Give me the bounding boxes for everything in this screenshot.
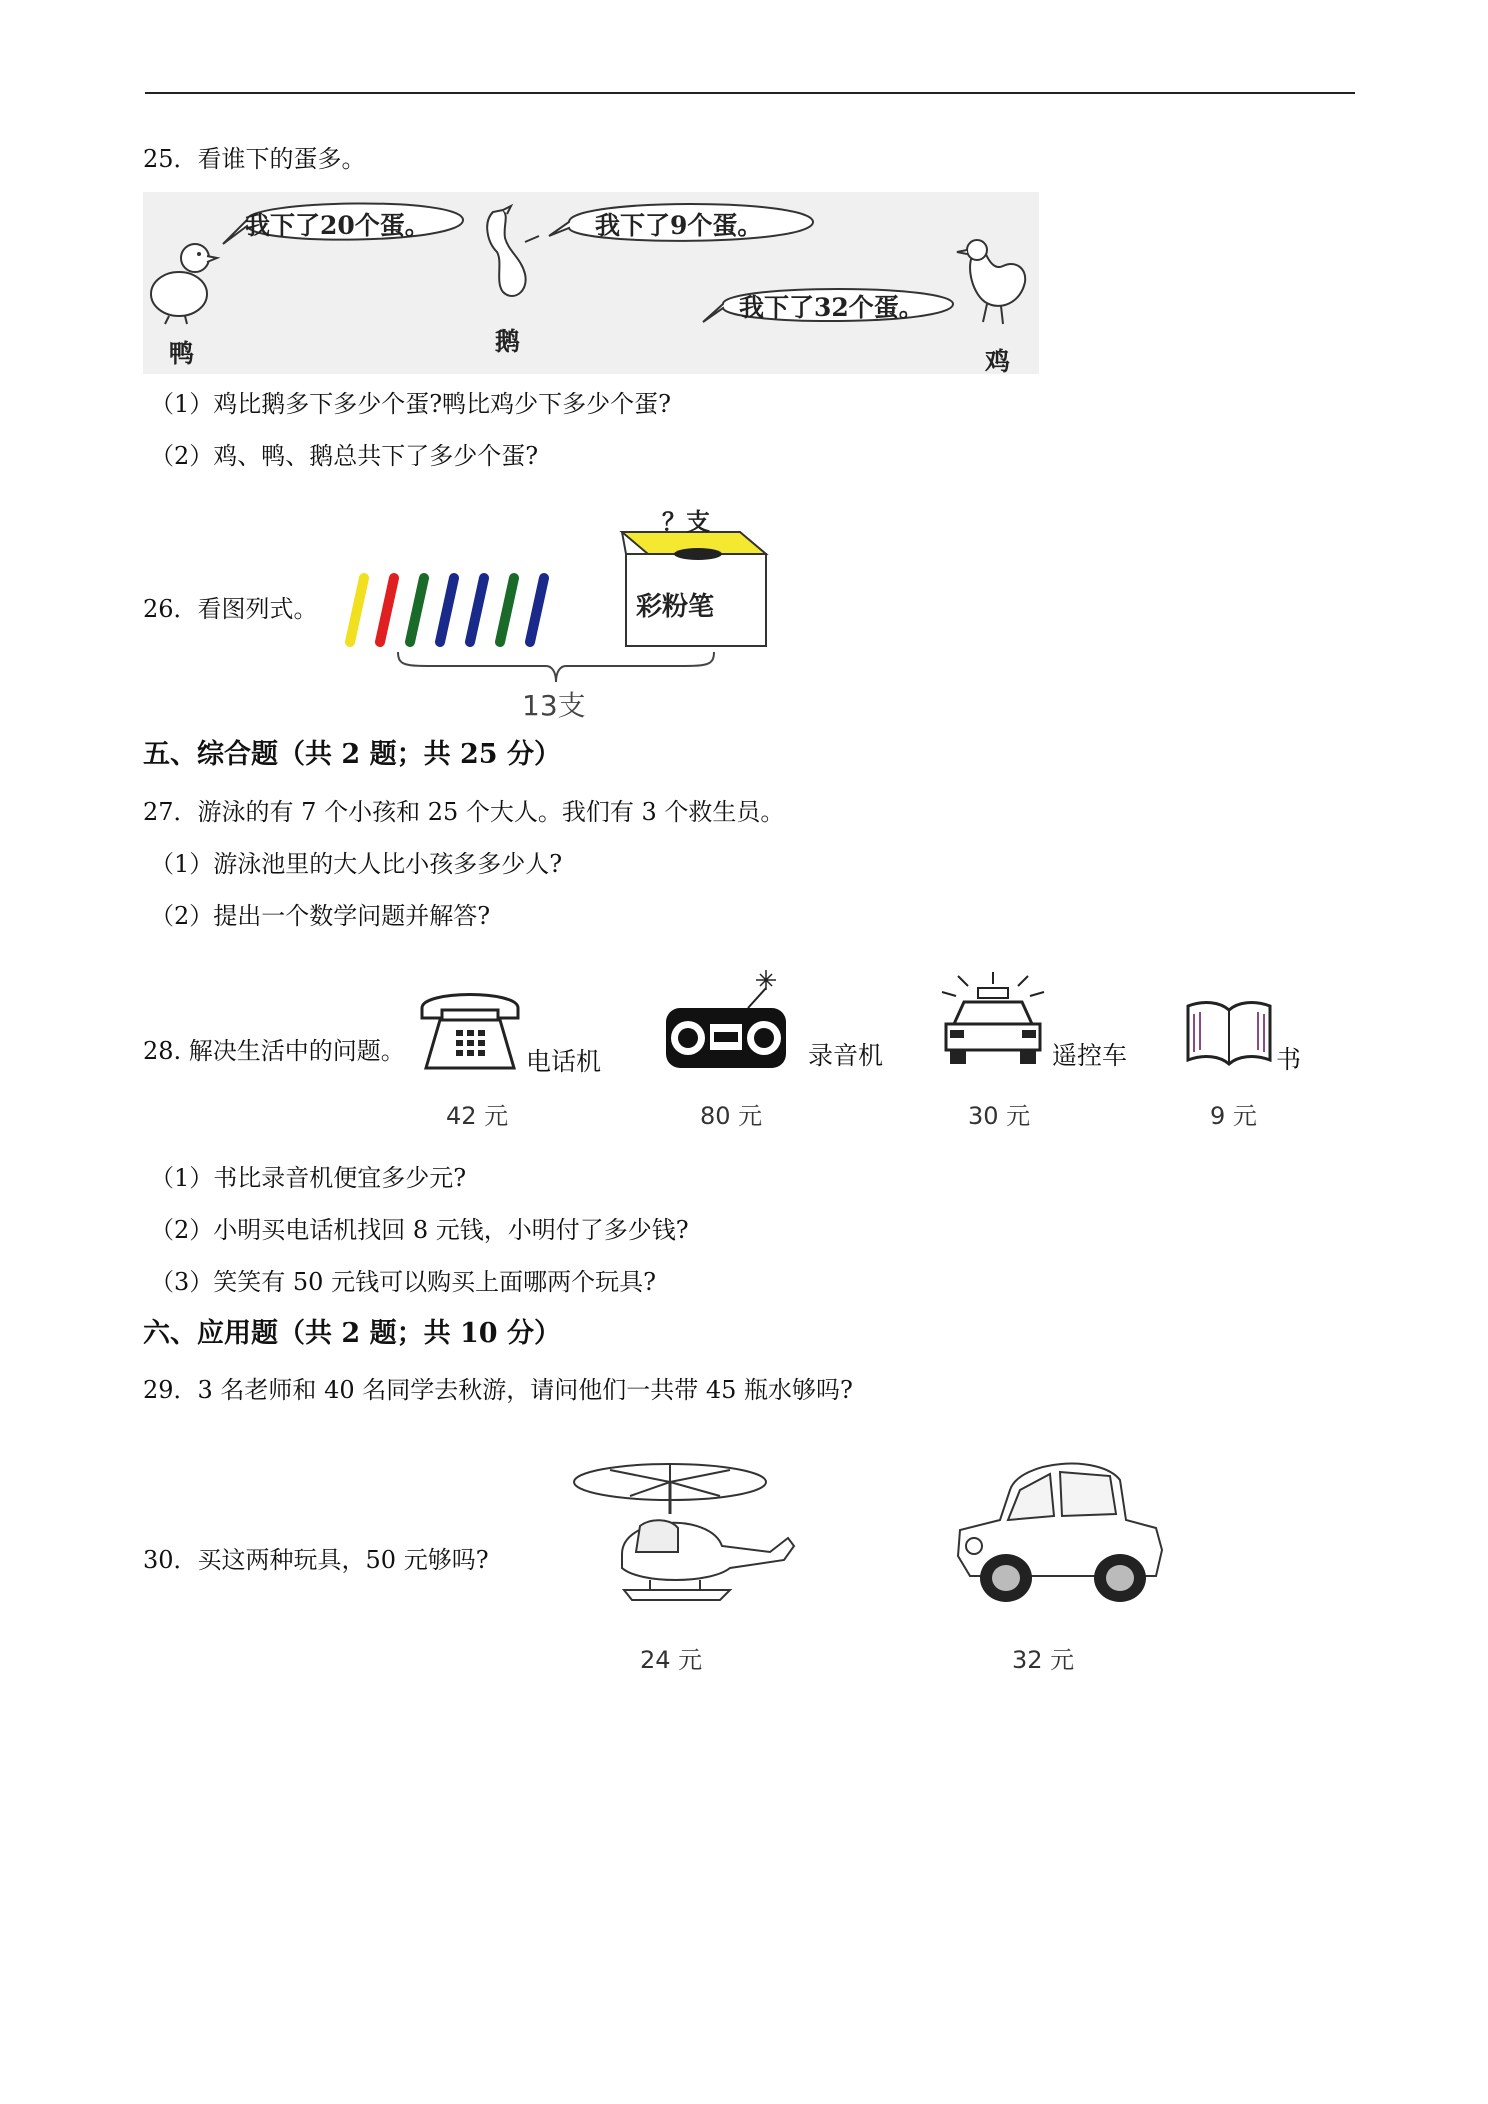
q28-sub3: （3）笑笑有 50 元钱可以购买上面哪两个玩具? — [150, 1268, 656, 1296]
q26-question-mark: ？支 — [662, 507, 710, 536]
q26-title: 26．看图列式。 — [143, 595, 318, 623]
chalk-stick — [410, 578, 424, 642]
radio-name: 录音机 — [808, 1041, 884, 1070]
book-name: 书 — [1276, 1045, 1302, 1074]
helicopter-price: 24 元 — [640, 1646, 703, 1674]
q28-sub1: （1）书比录音机便宜多少元? — [150, 1164, 467, 1192]
book-icon — [1184, 1000, 1274, 1070]
duck-label: 鸭 — [169, 339, 195, 368]
police-car-icon — [938, 972, 1048, 1072]
radio-icon — [662, 968, 790, 1072]
total-brace — [396, 650, 716, 684]
chalk-group — [340, 570, 560, 650]
duck-bubble-text: 我下了20个蛋。 — [245, 211, 430, 240]
header-rule — [145, 92, 1355, 94]
chalk-box-icon — [620, 520, 770, 650]
q27-title: 27．游泳的有 7 个小孩和 25 个大人。我们有 3 个救生员。 — [143, 798, 785, 826]
q25-illustration — [143, 192, 1039, 374]
q25-sub2: （2）鸡、鸭、鹅总共下了多少个蛋? — [150, 442, 539, 470]
book-price: 9 元 — [1210, 1102, 1257, 1130]
q27-sub1: （1）游泳池里的大人比小孩多多少人? — [150, 850, 563, 878]
q25-sub1: （1）鸡比鹅多下多少个蛋?鸭比鸡少下多少个蛋? — [150, 390, 672, 418]
q25-title: 25．看谁下的蛋多。 — [143, 145, 366, 173]
q27-sub2: （2）提出一个数学问题并解答? — [150, 902, 491, 930]
chalk-box-label: 彩粉笔 — [636, 592, 715, 622]
chalk-stick — [470, 578, 484, 642]
chalk-stick — [500, 578, 514, 642]
telephone-price: 42 元 — [446, 1102, 509, 1130]
q29-title: 29．3 名老师和 40 名同学去秋游，请问他们一共带 45 瓶水够吗? — [143, 1376, 853, 1404]
toy-car-price: 32 元 — [1012, 1646, 1075, 1674]
chalk-stick — [530, 578, 544, 642]
section6-title: 六、应用题（共 2 题；共 10 分） — [143, 1318, 561, 1349]
section5-title: 五、综合题（共 2 题；共 25 分） — [143, 739, 561, 770]
telephone-name: 电话机 — [526, 1047, 602, 1076]
chicken-bubble-text: 我下了32个蛋。 — [739, 293, 924, 322]
chalk-stick — [350, 578, 364, 642]
radio-price: 80 元 — [700, 1102, 763, 1130]
q30-title: 30．买这两种玩具，50 元够吗? — [143, 1546, 489, 1574]
goose-bubble-text: 我下了9个蛋。 — [595, 211, 763, 240]
q28-sub2: （2）小明买电话机找回 8 元钱，小明付了多少钱? — [150, 1216, 689, 1244]
q26-total: 13支 — [522, 689, 586, 722]
chalk-stick — [440, 578, 454, 642]
goose-label: 鹅 — [495, 327, 521, 356]
police-car-price: 30 元 — [968, 1102, 1031, 1130]
chicken-label: 鸡 — [985, 347, 1011, 376]
q28-title: 28. 解决生活中的问题。 — [143, 1037, 405, 1065]
helicopter-icon — [570, 1456, 802, 1616]
police-car-name: 遥控车 — [1052, 1041, 1128, 1070]
toy-car-icon — [950, 1450, 1170, 1610]
chalk-stick — [380, 578, 394, 642]
telephone-icon — [418, 988, 522, 1072]
